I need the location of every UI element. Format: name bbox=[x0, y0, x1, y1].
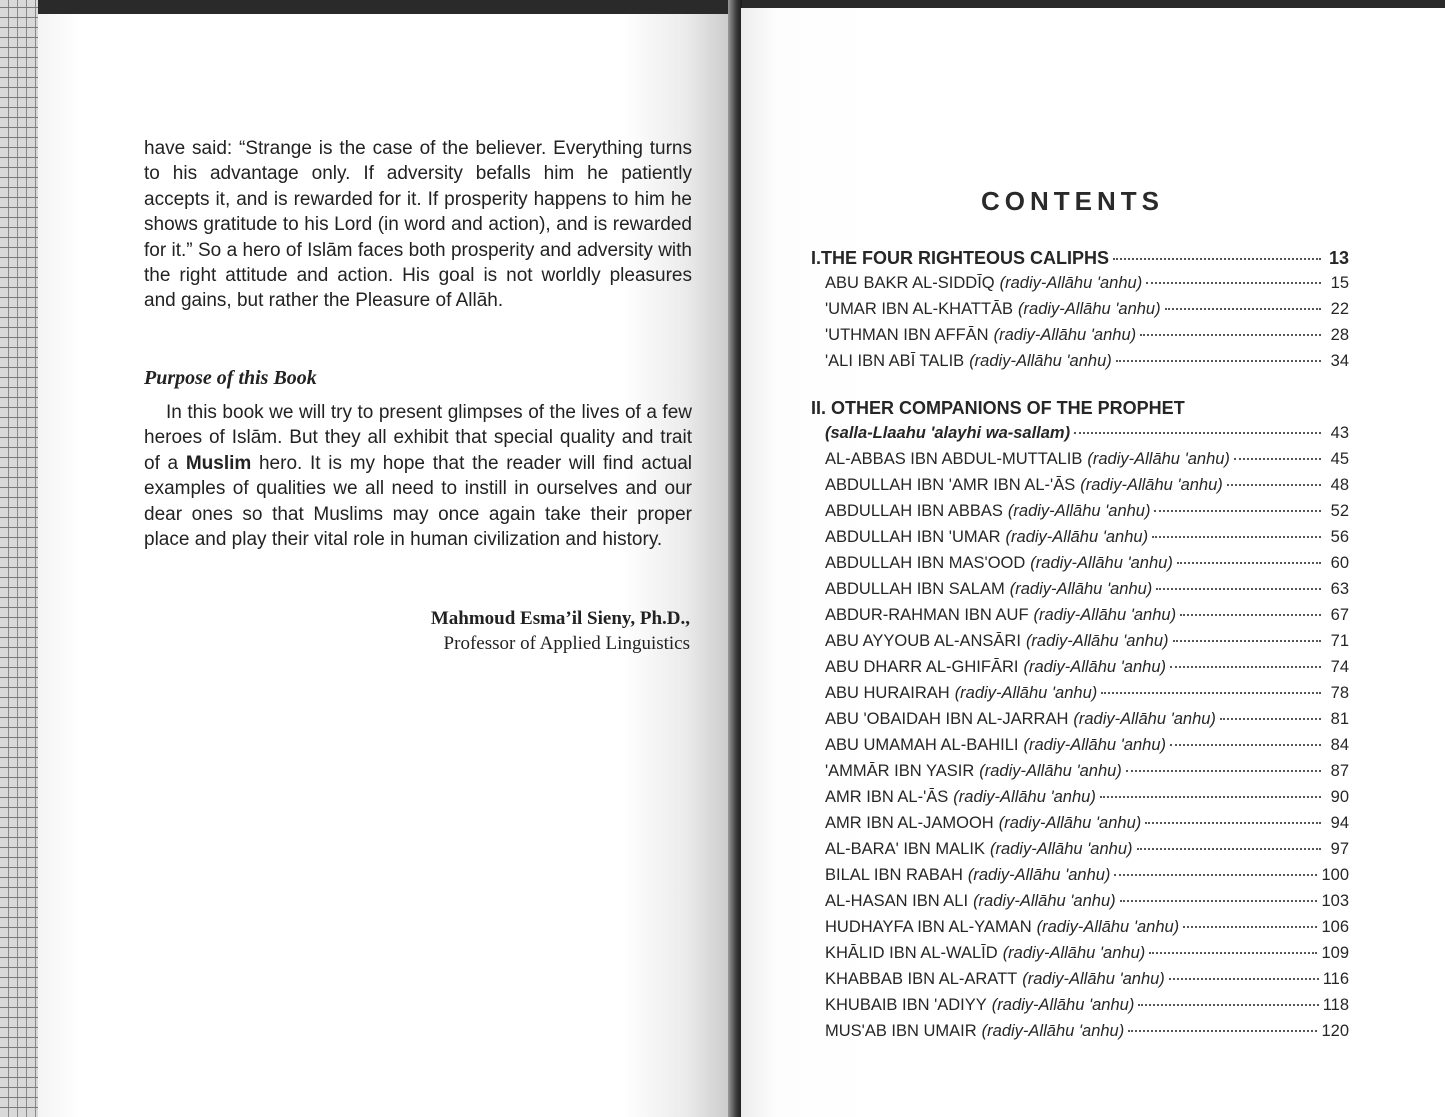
toc-leader-dots bbox=[1137, 848, 1321, 850]
toc-entry bbox=[811, 814, 1349, 840]
toc-page-number: 15 bbox=[1330, 274, 1349, 292]
toc-entry-honorific: (radiy-Allāhu 'anhu) bbox=[1036, 918, 1180, 936]
toc-page-number: 81 bbox=[1330, 710, 1349, 728]
toc-leader-dots bbox=[1183, 926, 1317, 928]
toc-entry-name: 'ALI IBN ABĪ TALIB bbox=[825, 352, 965, 370]
toc-entry-honorific: (radiy-Allāhu 'anhu) bbox=[1023, 736, 1167, 754]
toc-entry-name: ABU BAKR AL-SIDDĪQ bbox=[825, 274, 995, 292]
toc-entry bbox=[811, 970, 1349, 996]
toc-entry-name: 'AMMĀR IBN YASIR bbox=[825, 762, 975, 780]
toc-entry-honorific: (radiy-Allāhu 'anhu) bbox=[1002, 944, 1146, 962]
toc-entry-honorific: (radiy-Allāhu 'anhu) bbox=[993, 326, 1137, 344]
toc-section-subtitle: (salla-Llaahu 'alayhi wa-sallam) bbox=[825, 424, 1071, 442]
toc-page-number: 63 bbox=[1330, 580, 1349, 598]
purpose-paragraph bbox=[144, 400, 692, 552]
toc-page-number: 13 bbox=[1328, 248, 1349, 268]
right-page bbox=[741, 8, 1445, 1117]
toc-leader-dots bbox=[1152, 536, 1321, 538]
toc-page-number: 94 bbox=[1330, 814, 1349, 832]
toc-entry-honorific: (radiy-Allāhu 'anhu) bbox=[998, 814, 1142, 832]
toc-entry bbox=[811, 580, 1349, 606]
toc-entry-honorific: (radiy-Allāhu 'anhu) bbox=[1033, 606, 1177, 624]
toc-entry-name: ABDULLAH IBN 'UMAR bbox=[825, 528, 1001, 546]
toc-entry bbox=[811, 918, 1349, 944]
toc-leader-dots bbox=[1100, 796, 1321, 798]
binding-texture bbox=[0, 0, 38, 1117]
purpose-text-end: hero. It is my hope that the reader will find actual examples of qualities we all need to instill in ourselves and our dear ones so that Muslims may once again take their proper place and play their vital role in human civilization and history. bbox=[144, 452, 692, 551]
toc-section-one bbox=[811, 248, 1349, 274]
toc-leader-dots bbox=[1145, 822, 1321, 824]
toc-entry bbox=[811, 476, 1349, 502]
toc-entry-name: KHUBAIB IBN 'ADIYY bbox=[825, 996, 987, 1014]
toc-entry bbox=[811, 502, 1349, 528]
toc-leader-dots bbox=[1177, 562, 1321, 564]
intro-text: have said: “Strange is the case of the believer. Everything turns to his advantage only. If adversity befalls him he patiently accepts it, and is rewarded for it. If prosperity happens to him he shows gratitude to his Lord (in word and action), and is rewarded for it.” So a hero of Islām faces both prosperity and adversity with the right attitude and action. His goal is not worldly pleasures and gains, but rather the Pleasure of Allāh. bbox=[144, 138, 692, 312]
toc-leader-dots bbox=[1101, 692, 1321, 694]
toc-leader-dots bbox=[1154, 510, 1321, 512]
toc-leader-dots bbox=[1170, 666, 1321, 668]
toc-section-two-subtitle-row bbox=[811, 424, 1349, 450]
toc-section-title: I.THE FOUR RIGHTEOUS CALIPHS bbox=[811, 248, 1110, 268]
toc-page-number: 48 bbox=[1330, 476, 1349, 494]
toc-page-number: 106 bbox=[1321, 918, 1349, 936]
toc-entry-name: ABU AYYOUB AL-ANSĀRI bbox=[825, 632, 1021, 650]
toc-leader-dots bbox=[1220, 718, 1321, 720]
toc-entry-honorific: (radiy-Allāhu 'anhu) bbox=[969, 352, 1112, 370]
toc-entry-honorific: (radiy-Allāhu 'anhu) bbox=[1087, 450, 1230, 468]
toc-entry-honorific: (radiy-Allāhu 'anhu) bbox=[1073, 710, 1216, 728]
toc-page-number: 56 bbox=[1330, 528, 1349, 546]
toc-leader-dots bbox=[1234, 458, 1321, 460]
toc-page-number: 120 bbox=[1321, 1022, 1349, 1040]
toc-page-number: 97 bbox=[1330, 840, 1349, 858]
toc-leader-dots bbox=[1170, 744, 1321, 746]
toc-entry-honorific: (radiy-Allāhu 'anhu) bbox=[1023, 658, 1167, 676]
toc-entry bbox=[811, 300, 1349, 326]
toc-leader-dots bbox=[1173, 640, 1322, 642]
toc-entry bbox=[811, 788, 1349, 814]
toc-entry-honorific: (radiy-Allāhu 'anhu) bbox=[981, 1022, 1125, 1040]
toc-page-number: 78 bbox=[1330, 684, 1349, 702]
toc-entry-name: ABDULLAH IBN 'AMR IBN AL-'ĀS bbox=[825, 476, 1076, 494]
toc-entry-name: BILAL IBN RABAH bbox=[825, 866, 963, 884]
toc-entry bbox=[811, 736, 1349, 762]
toc-section-two-entries bbox=[811, 450, 1349, 1048]
toc-entry bbox=[811, 352, 1349, 378]
toc-entry-name: ABDUR-RAHMAN IBN AUF bbox=[825, 606, 1029, 624]
toc-entry-name: ABU UMAMAH AL-BAHILI bbox=[825, 736, 1019, 754]
toc-leader-dots bbox=[1180, 614, 1321, 616]
toc-entry bbox=[811, 892, 1349, 918]
toc-entry bbox=[811, 866, 1349, 892]
toc-entry-name: ABDULLAH IBN SALAM bbox=[825, 580, 1005, 598]
toc-page-number: 34 bbox=[1330, 352, 1349, 370]
toc-leader-dots bbox=[1113, 258, 1321, 260]
toc-entry-name: ABDULLAH IBN ABBAS bbox=[825, 502, 1003, 520]
toc-entry bbox=[811, 1022, 1349, 1048]
toc-leader-dots bbox=[1120, 900, 1318, 902]
toc-entry-name: AL-ABBAS IBN ABDUL-MUTTALIB bbox=[825, 450, 1083, 468]
toc-entry-honorific: (radiy-Allāhu 'anhu) bbox=[1080, 476, 1223, 494]
toc-entry bbox=[811, 450, 1349, 476]
contents-title: CONTENTS bbox=[981, 186, 1164, 216]
toc-entry-honorific: (radiy-Allāhu 'anhu) bbox=[973, 892, 1116, 910]
toc-section-title: II. OTHER COMPANIONS OF THE PROPHET bbox=[811, 398, 1185, 418]
toc-entry bbox=[811, 684, 1349, 710]
toc-entry bbox=[811, 762, 1349, 788]
toc-page-number: 74 bbox=[1330, 658, 1349, 676]
toc-page-number: 87 bbox=[1330, 762, 1349, 780]
toc-page-number: 22 bbox=[1330, 300, 1349, 318]
toc-section-one-entries bbox=[811, 274, 1349, 378]
toc-entry-honorific: (radiy-Allāhu 'anhu) bbox=[1030, 554, 1173, 572]
toc-entry-name: 'UTHMAN IBN AFFĀN bbox=[825, 326, 989, 344]
toc-page-number: 118 bbox=[1322, 996, 1349, 1014]
table-of-contents bbox=[811, 248, 1349, 1048]
left-page bbox=[38, 14, 733, 1117]
toc-leader-dots bbox=[1169, 978, 1319, 980]
toc-page-number: 90 bbox=[1330, 788, 1349, 806]
toc-entry-name: KHABBAB IBN AL-ARATT bbox=[825, 970, 1018, 988]
toc-entry-honorific: (radiy-Allāhu 'anhu) bbox=[989, 840, 1133, 858]
intro-paragraph bbox=[144, 136, 692, 314]
toc-page-number: 67 bbox=[1330, 606, 1349, 624]
toc-page-number: 45 bbox=[1330, 450, 1349, 468]
toc-leader-dots bbox=[1156, 588, 1321, 590]
toc-entry bbox=[811, 326, 1349, 352]
toc-page-number: 109 bbox=[1321, 944, 1349, 962]
toc-entry-name: HUDHAYFA IBN AL-YAMAN bbox=[825, 918, 1032, 936]
toc-entry-honorific: (radiy-Allāhu 'anhu) bbox=[953, 788, 1096, 806]
toc-leader-dots bbox=[1149, 952, 1317, 954]
toc-page-number: 116 bbox=[1322, 970, 1349, 988]
toc-entry-name: AL-BARA' IBN MALIK bbox=[825, 840, 985, 858]
toc-leader-dots bbox=[1227, 484, 1321, 486]
toc-entry-honorific: (radiy-Allāhu 'anhu) bbox=[999, 274, 1143, 292]
toc-entry bbox=[811, 528, 1349, 554]
signature-title: Professor of Applied Linguistics bbox=[443, 633, 690, 654]
toc-entry bbox=[811, 996, 1349, 1022]
purpose-text-start: In this book we will try to present glimpses of the lives of a few heroes of Islām. But they all exhibit that special quality and trait of a bbox=[144, 402, 692, 474]
toc-entry bbox=[811, 944, 1349, 970]
toc-leader-dots bbox=[1074, 432, 1321, 434]
toc-entry bbox=[811, 606, 1349, 632]
toc-page-number: 84 bbox=[1330, 736, 1349, 754]
signature-name: Mahmoud Esma’il Sieny, Ph.D., bbox=[430, 608, 690, 629]
toc-entry-name: ABDULLAH IBN MAS'OOD bbox=[825, 554, 1026, 572]
toc-page-number: 71 bbox=[1330, 632, 1349, 650]
book-gutter bbox=[728, 0, 742, 1117]
toc-leader-dots bbox=[1146, 282, 1321, 284]
toc-entry-honorific: (radiy-Allāhu 'anhu) bbox=[1007, 502, 1151, 520]
toc-leader-dots bbox=[1114, 874, 1317, 876]
toc-entry-name: AMR IBN AL-JAMOOH bbox=[825, 814, 994, 832]
toc-entry-honorific: (radiy-Allāhu 'anhu) bbox=[1022, 970, 1165, 988]
toc-page-number: 28 bbox=[1330, 326, 1349, 344]
toc-leader-dots bbox=[1128, 1030, 1317, 1032]
signature-block bbox=[431, 606, 690, 656]
toc-page-number: 100 bbox=[1321, 866, 1349, 884]
toc-entry-name: AMR IBN AL-'ĀS bbox=[825, 788, 949, 806]
toc-entry bbox=[811, 554, 1349, 580]
toc-entry-name: ABU DHARR AL-GHIFĀRI bbox=[825, 658, 1019, 676]
toc-entry-honorific: (radiy-Allāhu 'anhu) bbox=[1005, 528, 1149, 546]
toc-entry-honorific: (radiy-Allāhu 'anhu) bbox=[1025, 632, 1169, 650]
toc-entry-name: KHĀLID IBN AL-WALĪD bbox=[825, 944, 998, 962]
toc-entry-honorific: (radiy-Allāhu 'anhu) bbox=[991, 996, 1135, 1014]
toc-leader-dots bbox=[1140, 334, 1321, 336]
toc-entry-name: AL-HASAN IBN ALI bbox=[825, 892, 969, 910]
toc-entry-name: MUS'AB IBN UMAIR bbox=[825, 1022, 977, 1040]
toc-entry bbox=[811, 658, 1349, 684]
toc-leader-dots bbox=[1126, 770, 1321, 772]
section-heading-purpose: Purpose of this Book bbox=[144, 367, 317, 389]
toc-page-number: 60 bbox=[1330, 554, 1349, 572]
toc-page-number: 43 bbox=[1330, 424, 1349, 442]
toc-leader-dots bbox=[1138, 1004, 1318, 1006]
toc-entry bbox=[811, 710, 1349, 736]
toc-entry-honorific: (radiy-Allāhu 'anhu) bbox=[979, 762, 1122, 780]
toc-entry-honorific: (radiy-Allāhu 'anhu) bbox=[967, 866, 1111, 884]
purpose-bold-word: Muslim bbox=[185, 452, 252, 474]
toc-entry-name: 'UMAR IBN AL-KHATTĀB bbox=[825, 300, 1014, 318]
toc-entry-name: ABU 'OBAIDAH IBN AL-JARRAH bbox=[825, 710, 1069, 728]
toc-leader-dots bbox=[1165, 308, 1321, 310]
toc-entry-honorific: (radiy-Allāhu 'anhu) bbox=[1018, 300, 1161, 318]
toc-entry bbox=[811, 632, 1349, 658]
toc-entry-honorific: (radiy-Allāhu 'anhu) bbox=[1009, 580, 1153, 598]
toc-section-two bbox=[811, 398, 1349, 424]
toc-page-number: 52 bbox=[1330, 502, 1349, 520]
toc-leader-dots bbox=[1116, 360, 1321, 362]
toc-entry bbox=[811, 840, 1349, 866]
toc-entry-honorific: (radiy-Allāhu 'anhu) bbox=[954, 684, 1098, 702]
toc-page-number: 103 bbox=[1321, 892, 1349, 910]
toc-entry bbox=[811, 274, 1349, 300]
toc-entry-name: ABU HURAIRAH bbox=[825, 684, 950, 702]
